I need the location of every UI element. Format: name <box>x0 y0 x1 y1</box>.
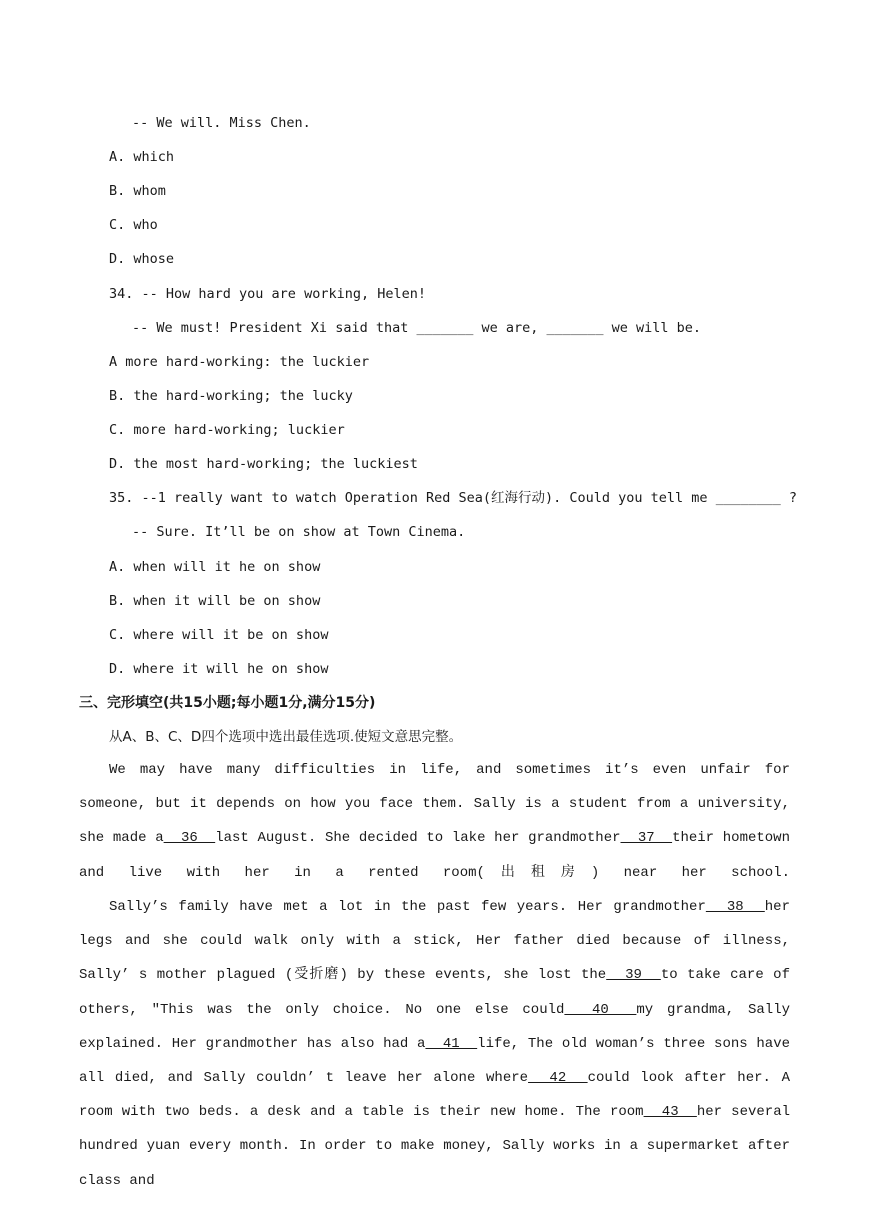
q34-stem: 34. -- How hard you are working, Helen! <box>109 286 426 302</box>
p2-text-7: her several hundred yuan every month. In order to make money, Sally works in a supermarket after class and <box>79 1104 790 1189</box>
section-instruction: 从A、B、C、D四个选项中选出最佳选项.使短文意思完整。 <box>109 729 463 745</box>
q34-reply-a: -- We must! President Xi said that <box>132 320 417 336</box>
q35-stem-b: ? <box>780 490 797 506</box>
q33-answer-line: -- We will. Miss Chen. <box>132 115 311 131</box>
p2-text-5: life, The old woman’s three sons have all died, and Sally couldn’ t leave her alone where <box>79 1035 790 1087</box>
blank-38: 38 <box>705 899 765 915</box>
passage-paragraph-2 <box>79 890 790 1198</box>
q35-option-b: B. when it will be on show <box>109 593 321 609</box>
q35-option-c: C. where will it be on show <box>109 627 329 643</box>
q34-blank-1: _______ <box>416 320 474 336</box>
blank-43: 43 <box>643 1104 697 1121</box>
p2-text-3: to take care of others, "This was the only choice. No one else could <box>79 967 790 1018</box>
q35-reply: -- Sure. It’ll be on show at Town Cinema. <box>132 524 466 540</box>
q34-blank-2: _______ <box>546 320 604 336</box>
section-heading: 三、完形填空(共15小题;每小题1分,满分15分) <box>79 695 376 711</box>
p2-text-2: her legs and she could walk only with a stick, Her father died because of illness, Sally’ s mother plagued (受折磨) by these events, she lost the <box>79 899 790 984</box>
q34-option-d: D. the most hard-working; the luckiest <box>109 456 418 472</box>
q33-option-a: A. which <box>109 149 175 165</box>
q35-stem <box>109 489 797 507</box>
p2-text-4: my grandma, Sally explained. Her grandmother has also had a <box>79 1001 790 1052</box>
passage-paragraph-1 <box>79 753 790 890</box>
p1-text-1: We may have many difficulties in life, and sometimes it’s even unfair for someone, but it depends on how you face them. Sally is a student from a university, she made a <box>79 762 790 847</box>
q33-option-d: D. whose <box>109 251 175 267</box>
q33-option-c: C. who <box>109 217 158 233</box>
q35-option-a: A. when will it he on show <box>109 559 321 575</box>
q34-option-c: C. more hard-working; luckier <box>109 422 345 438</box>
p2-text-6: could look after her. A room with two beds. a desk and a table is their new home. The room <box>79 1070 790 1121</box>
q33-option-b: B. whom <box>109 183 166 199</box>
q35-blank: ________ <box>715 490 781 506</box>
q34-option-b: B. the hard-working; the lucky <box>109 388 353 404</box>
p1-text-3: their hometown and live with her in a rented room(出租房) near her school. <box>79 830 790 881</box>
p1-text-2: last August. She decided to lake her grandmother <box>215 830 621 847</box>
q35-option-d: D. where it will he on show <box>109 661 329 677</box>
blank-40: 40 <box>564 1001 637 1018</box>
blank-41: 41 <box>425 1035 478 1052</box>
q35-stem-a: 35. --1 really want to watch Operation Red Sea(红海行动). Could you tell me <box>109 490 716 506</box>
blank-39: 39 <box>606 967 661 984</box>
blank-37: 37 <box>620 830 673 847</box>
p2-text-1: Sally’s family have met a lot in the past few years. Her grandmother <box>109 899 706 915</box>
blank-36: 36 <box>163 830 216 847</box>
blank-42: 42 <box>528 1070 588 1087</box>
q34-reply-c: we will be. <box>603 320 701 336</box>
q34-option-a: A more hard-working: the luckier <box>109 354 370 370</box>
q34-reply-b: we are, <box>473 320 547 336</box>
q34-reply <box>132 319 701 337</box>
